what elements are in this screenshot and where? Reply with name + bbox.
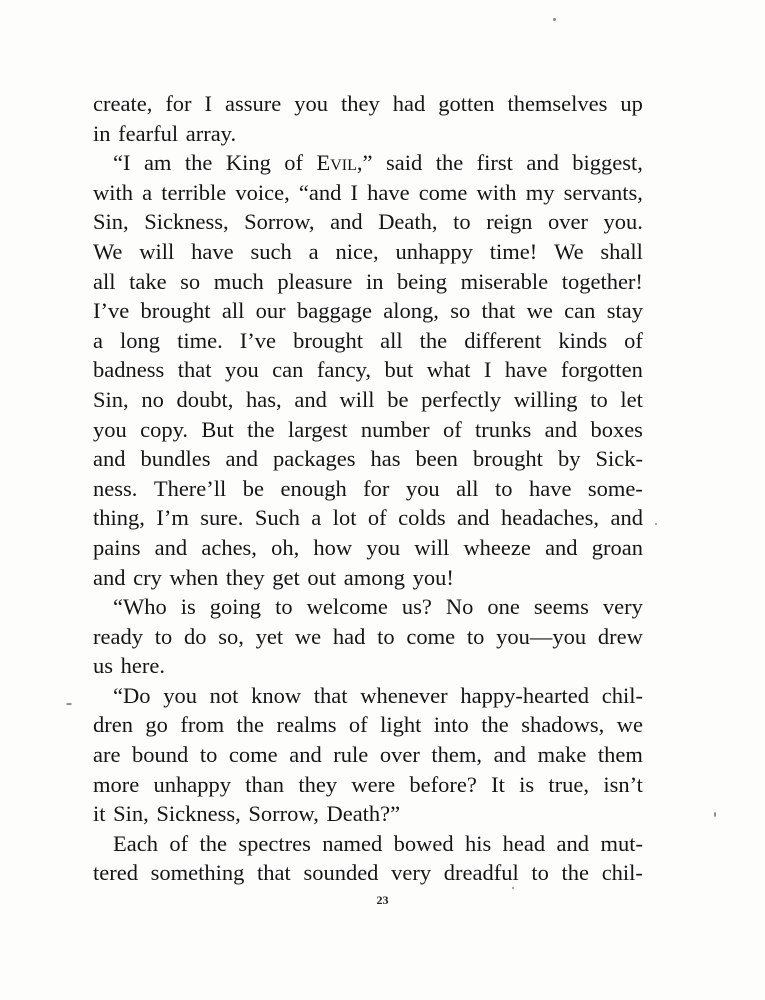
text-line xyxy=(93,563,643,593)
word: We xyxy=(93,238,123,264)
word: happy-hearted xyxy=(460,682,590,708)
text-line xyxy=(93,740,643,770)
word: to xyxy=(531,860,549,886)
word: by xyxy=(557,446,581,472)
word: brought xyxy=(140,298,211,324)
text-line xyxy=(93,296,643,326)
word: of xyxy=(624,327,643,353)
word: what xyxy=(426,357,471,383)
word: Sick- xyxy=(595,446,643,472)
word: trunks xyxy=(475,416,532,442)
word: willing xyxy=(513,386,578,412)
word: it xyxy=(93,801,106,827)
word: copy. xyxy=(140,416,188,442)
word: and xyxy=(289,742,322,768)
word: first xyxy=(476,150,513,176)
word: packages xyxy=(273,446,356,472)
word: when xyxy=(169,564,219,590)
word: Each xyxy=(113,830,158,856)
word: will xyxy=(414,534,450,560)
text-line xyxy=(93,119,643,149)
word: spectres xyxy=(238,830,311,856)
word: I xyxy=(204,91,213,116)
word: and xyxy=(544,416,578,442)
word: Sin, xyxy=(113,801,149,827)
word: unhappy xyxy=(395,238,473,264)
word: voice, xyxy=(235,179,290,205)
word: “Do xyxy=(113,682,151,708)
word: out xyxy=(307,564,337,590)
word: of xyxy=(169,830,189,856)
word: his xyxy=(465,830,492,856)
word: tered xyxy=(93,860,138,886)
word: has xyxy=(370,446,401,472)
word: had xyxy=(332,623,366,649)
word: “I xyxy=(113,150,131,176)
word: before? xyxy=(409,771,477,797)
word: let xyxy=(620,386,643,412)
word: be xyxy=(387,386,409,412)
word: the xyxy=(236,712,265,738)
word: fearful xyxy=(118,120,179,146)
word: we xyxy=(294,623,322,649)
word: of xyxy=(442,416,462,442)
word: different xyxy=(464,327,542,353)
word: they xyxy=(340,91,380,116)
word: perfectly xyxy=(421,386,502,412)
word: of xyxy=(367,505,387,531)
word: were xyxy=(351,771,396,797)
word: whenever xyxy=(360,682,448,708)
text-line xyxy=(93,444,643,474)
word: bundles xyxy=(140,446,211,472)
word: in xyxy=(365,268,384,294)
text-line xyxy=(93,178,643,208)
word: we xyxy=(526,298,553,324)
word: create, xyxy=(93,91,153,116)
word: lot xyxy=(332,505,357,531)
word: welcome xyxy=(306,594,388,620)
word: have xyxy=(191,238,234,264)
word: time! xyxy=(489,238,538,264)
word: drew xyxy=(597,623,643,649)
word: my xyxy=(525,179,555,205)
word: a xyxy=(311,505,322,531)
word: have xyxy=(367,179,410,205)
word: you! xyxy=(412,564,454,590)
word: true, xyxy=(548,771,590,797)
word: realms xyxy=(276,712,337,738)
word: with xyxy=(476,179,517,205)
word: headaches, xyxy=(500,505,600,531)
text-line xyxy=(93,237,643,267)
word: one xyxy=(487,594,520,620)
text-line xyxy=(93,710,643,740)
word: Sickness, xyxy=(156,801,241,827)
text-line xyxy=(93,858,643,888)
word: to xyxy=(466,623,485,649)
word: so, xyxy=(218,623,244,649)
word: you xyxy=(366,534,401,560)
word: stay xyxy=(606,298,643,324)
word: shadows, xyxy=(521,712,605,738)
word: kinds xyxy=(558,327,608,353)
word: up xyxy=(620,91,643,116)
text-line xyxy=(93,89,643,119)
word: that xyxy=(177,357,212,383)
word: will xyxy=(339,386,375,412)
word: they xyxy=(298,771,338,797)
word: much xyxy=(213,268,264,294)
word: thing, xyxy=(93,505,145,531)
word: you xyxy=(294,91,328,116)
word: know xyxy=(251,682,302,708)
word: to xyxy=(495,475,513,501)
word: cry xyxy=(133,564,162,590)
word: bound xyxy=(132,742,189,768)
word: had xyxy=(392,91,426,116)
word: boxes xyxy=(590,416,643,442)
word: Sin, xyxy=(93,386,129,412)
word: get xyxy=(272,564,300,590)
word: rule xyxy=(333,742,369,768)
word: yet xyxy=(255,623,284,649)
word: of xyxy=(348,712,368,738)
word: you xyxy=(93,416,127,442)
word: dren xyxy=(93,712,133,738)
word: have xyxy=(528,475,572,501)
word: you. xyxy=(603,209,643,235)
word: named xyxy=(322,830,383,856)
word: do xyxy=(183,623,207,649)
word: There’ll xyxy=(153,475,227,501)
word: not xyxy=(209,682,239,708)
word: along, xyxy=(383,298,439,324)
page-number: 23 xyxy=(376,893,389,907)
word: ready xyxy=(93,623,143,649)
text-line xyxy=(93,503,643,533)
word: to xyxy=(154,623,173,649)
word: can xyxy=(564,298,596,324)
word: brought xyxy=(472,446,543,472)
text-line xyxy=(93,326,643,356)
scan-speck xyxy=(655,523,657,525)
word: come xyxy=(406,623,456,649)
word: with xyxy=(93,179,134,205)
word: sure. xyxy=(200,505,244,531)
word: the xyxy=(435,150,464,176)
word: I’ve xyxy=(93,298,130,324)
word: time. xyxy=(177,327,223,353)
word: together! xyxy=(561,268,643,294)
word: I’ve xyxy=(239,327,277,353)
word: the xyxy=(247,416,275,442)
word: a xyxy=(142,179,153,205)
word: into xyxy=(433,712,469,738)
word: has, xyxy=(246,386,282,412)
word: among xyxy=(343,564,405,590)
word: the xyxy=(184,150,213,176)
word: are xyxy=(93,742,121,768)
word: and xyxy=(493,742,527,768)
text-line xyxy=(93,799,643,829)
word: being xyxy=(397,268,448,294)
word: is xyxy=(519,771,535,797)
word: you xyxy=(163,682,197,708)
word: But xyxy=(201,416,234,442)
word: us? xyxy=(401,594,432,620)
scan-speck xyxy=(553,18,556,21)
word: chil- xyxy=(601,860,643,886)
word: that xyxy=(313,682,348,708)
word: you xyxy=(224,357,259,383)
word: Evil,” xyxy=(316,150,373,176)
word: servants, xyxy=(563,179,643,205)
word: some- xyxy=(587,475,643,501)
word: but xyxy=(384,357,414,383)
word: said xyxy=(385,150,423,176)
word: from xyxy=(180,712,225,738)
body-text xyxy=(93,89,643,888)
word: is xyxy=(180,594,196,620)
word: long xyxy=(120,327,161,353)
word: No xyxy=(445,594,474,620)
word: We xyxy=(554,238,584,264)
word: than xyxy=(245,771,285,797)
word: we xyxy=(616,712,643,738)
word: over xyxy=(547,209,588,235)
word: the xyxy=(561,860,590,886)
word: forgotten xyxy=(560,357,643,383)
word: pleasure xyxy=(277,268,353,294)
word: in xyxy=(93,120,111,146)
word: that xyxy=(481,298,516,324)
word: head xyxy=(502,830,546,856)
word: go xyxy=(145,712,168,738)
word: chil- xyxy=(601,682,643,708)
word: miserable xyxy=(460,268,549,294)
word: array. xyxy=(185,120,237,146)
word: of xyxy=(284,150,304,176)
word: a xyxy=(93,327,103,353)
word: very xyxy=(391,860,432,886)
word: I’m xyxy=(156,505,189,531)
word: shall xyxy=(600,238,643,264)
word: isn’t xyxy=(603,771,643,797)
word: all xyxy=(456,475,479,501)
word: light xyxy=(380,712,422,738)
word: assure xyxy=(225,91,282,116)
word: themselves xyxy=(507,91,608,116)
word: us xyxy=(93,653,114,679)
word: “and xyxy=(298,179,342,205)
word: the xyxy=(419,327,448,353)
word: how xyxy=(313,534,353,560)
text-line xyxy=(93,622,643,652)
word: to xyxy=(275,594,293,620)
word: to xyxy=(590,386,608,412)
word: aches, xyxy=(201,534,257,560)
text-line xyxy=(93,355,643,385)
text-line xyxy=(93,592,643,622)
word: them xyxy=(597,742,643,768)
word: Sorrow, xyxy=(248,801,319,827)
word: no xyxy=(141,386,164,412)
word: and xyxy=(154,534,188,560)
word: a xyxy=(308,238,319,264)
word: have xyxy=(504,357,548,383)
word: nice, xyxy=(335,238,379,264)
word: I xyxy=(350,179,358,205)
word: and xyxy=(556,830,590,856)
word: badness xyxy=(93,357,165,383)
word: Death, xyxy=(378,209,438,235)
text-line xyxy=(93,148,643,178)
text-line xyxy=(93,415,643,445)
word: wheeze xyxy=(463,534,531,560)
word: number xyxy=(360,416,430,442)
word: them, xyxy=(431,742,482,768)
word: take xyxy=(129,268,167,294)
text-line xyxy=(93,474,643,504)
word: reign xyxy=(486,209,533,235)
word: been xyxy=(415,446,458,472)
word: It xyxy=(491,771,505,797)
word: and xyxy=(457,505,490,531)
word: come xyxy=(228,742,278,768)
word: mut- xyxy=(600,830,643,856)
word: Death?” xyxy=(326,801,401,827)
word: for xyxy=(363,475,390,501)
text-line xyxy=(93,681,643,711)
word: very xyxy=(602,594,643,620)
word: going xyxy=(209,594,262,620)
word: and xyxy=(93,446,126,472)
word: and xyxy=(294,386,327,412)
word: pains xyxy=(93,534,141,560)
word: bowed xyxy=(393,830,454,856)
word: come xyxy=(418,179,468,205)
word: they xyxy=(225,564,265,590)
word: largest xyxy=(287,416,348,442)
word: groan xyxy=(591,534,643,560)
text-line xyxy=(93,533,643,563)
word: I xyxy=(483,357,492,383)
word: ness. xyxy=(93,475,138,501)
word: more xyxy=(93,771,140,797)
text-line xyxy=(93,770,643,800)
word: make xyxy=(537,742,587,768)
word: Sin, xyxy=(93,209,129,235)
word: biggest, xyxy=(572,150,643,176)
word: am xyxy=(143,150,172,176)
word: so xyxy=(450,298,471,324)
word: Sorrow, xyxy=(244,209,315,235)
word: so xyxy=(180,268,201,294)
word: Such xyxy=(254,505,300,531)
word: seems xyxy=(533,594,589,620)
word: terrible xyxy=(161,179,227,205)
text-line xyxy=(93,207,643,237)
word: Sickness, xyxy=(144,209,229,235)
word: over xyxy=(379,742,420,768)
word: and xyxy=(225,446,258,472)
word: to xyxy=(377,623,395,649)
word: and xyxy=(545,534,578,560)
word: colds xyxy=(398,505,446,531)
word: fancy, xyxy=(316,357,371,383)
word: the xyxy=(199,830,227,856)
word: that xyxy=(257,860,291,886)
word: and xyxy=(330,209,363,235)
word: you—you xyxy=(496,623,587,649)
word: and xyxy=(610,505,643,531)
text-line xyxy=(93,267,643,297)
word: for xyxy=(165,91,192,116)
word: be xyxy=(242,475,264,501)
word: the xyxy=(481,712,509,738)
word: enough xyxy=(280,475,347,501)
word: all xyxy=(221,298,245,324)
word: baggage xyxy=(296,298,372,324)
word: to xyxy=(453,209,471,235)
word: here. xyxy=(120,653,165,679)
word: you xyxy=(405,475,440,501)
scan-speck xyxy=(714,812,716,817)
word: sounded xyxy=(303,860,379,886)
word: our xyxy=(255,298,286,324)
word: gotten xyxy=(438,91,495,116)
word: “Who xyxy=(113,594,167,620)
word: to xyxy=(199,742,218,768)
text-line xyxy=(93,829,643,859)
word: something xyxy=(150,860,245,886)
word: and xyxy=(93,564,126,590)
word: and xyxy=(526,150,559,176)
scan-speck xyxy=(66,703,72,705)
word: oh, xyxy=(271,534,300,560)
word: unhappy xyxy=(153,771,232,797)
text-line xyxy=(93,385,643,415)
word: all xyxy=(93,268,116,294)
word: dreadful xyxy=(443,860,519,886)
word: doubt, xyxy=(176,386,234,412)
word: brought xyxy=(293,327,364,353)
word: such xyxy=(250,238,292,264)
text-line xyxy=(93,651,643,681)
word: all xyxy=(380,327,403,353)
word: can xyxy=(272,357,304,383)
word: King xyxy=(225,150,271,176)
word: will xyxy=(139,238,175,264)
